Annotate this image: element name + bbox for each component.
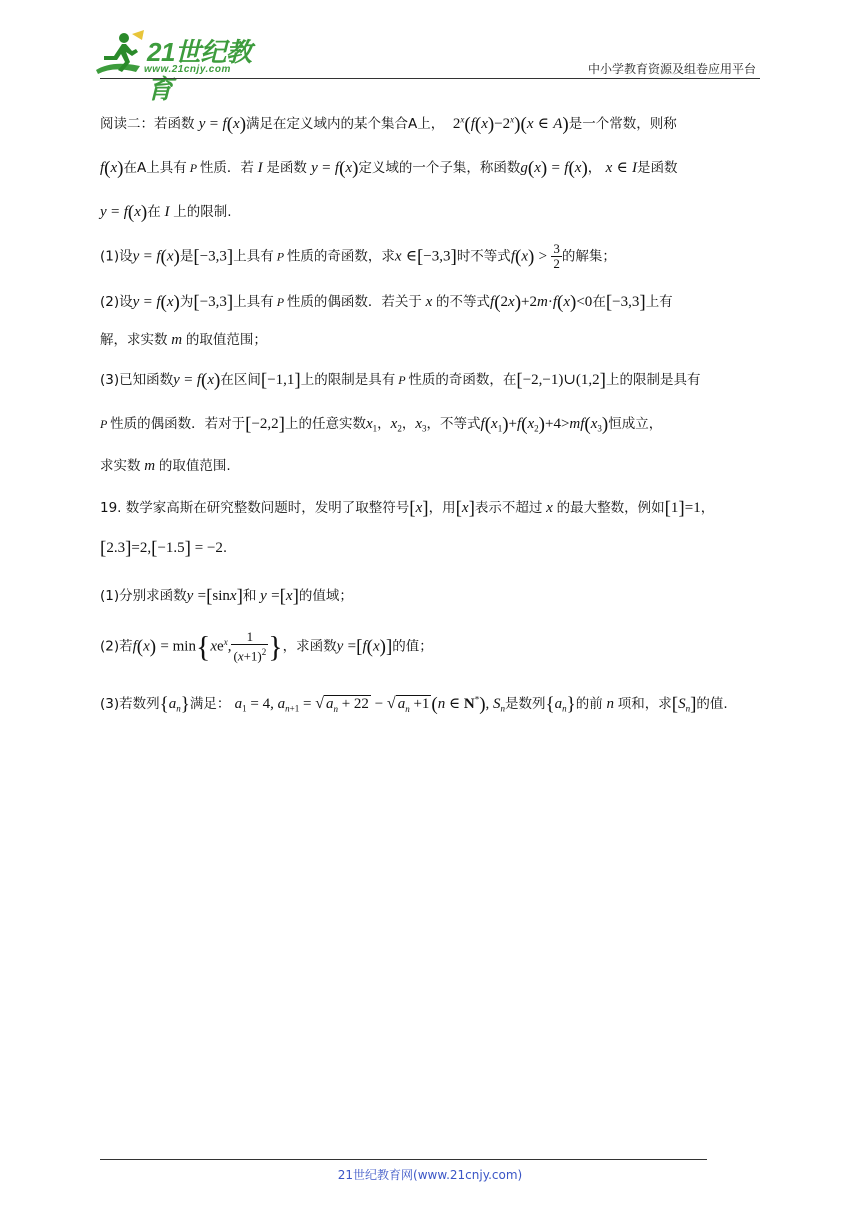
text-span: ， <box>700 500 715 516</box>
text-span: 的值. <box>696 696 728 712</box>
text-span: 上的任意实数 <box>285 416 366 432</box>
text-span: 19. 数学家高斯在研究整数问题时，发明了取整符号 <box>100 500 410 516</box>
text-span: 求实数 <box>100 458 141 474</box>
text-span: 表示不超过 <box>474 500 543 516</box>
text-span: 恒成立， <box>608 416 663 432</box>
text-span: 上的限制. <box>173 204 232 220</box>
text-span: 是函数 <box>636 160 678 176</box>
text-span: 阅读二：若函数 <box>100 116 195 132</box>
question-2-line-2: 解，求实数 m 的取值范围； <box>100 332 267 348</box>
question-3-line-3: 求实数 m 的取值范围. <box>100 458 231 474</box>
text-span: 在A上具有 <box>123 160 187 176</box>
text-span: ，不等式 <box>426 416 481 432</box>
text-span: ，求函数 <box>282 638 337 655</box>
text-span: (1)设 <box>100 248 133 265</box>
text-span: 项和，求 <box>617 696 672 712</box>
text-span: (3)若数列 <box>100 696 160 712</box>
problem-19-line-1: 19. 数学家高斯在研究整数问题时，发明了取整符号[x]，用[x]表示不超过 x 的最大整数，例如[1]=1， <box>100 498 715 519</box>
text-span: 满足： <box>189 696 231 712</box>
text-span: (2)设 <box>100 294 133 310</box>
question-3-line-2: P 性质的偶函数．若对于[−2,2]上的任意实数$x_1$，$x_2$，$x_3$，不等式$f(x_1)+f(x_2)+4>mf(x_3)$恒成立， <box>100 414 663 435</box>
text-span: 满足在定义域内的某个集合A上， <box>246 116 445 132</box>
footer-divider <box>100 1159 707 1160</box>
text-span: 的最大整数，例如 <box>556 500 665 516</box>
text-span: 性质．若 <box>199 160 254 176</box>
subquestion-1: (1)分别求函数y =[sinx]和 y =[x]的值域； <box>100 586 353 607</box>
question-1: (1)设y = f(x)是[−3,3]上具有 P 性质的奇函数，求x ∈[−3,3]时不等式f(x) > $\frac{3}{2}$ 的解集； <box>100 241 616 271</box>
text-span: 和 <box>242 588 257 604</box>
text-span: 的取值范围. <box>158 458 231 474</box>
text-span: 为 <box>179 294 194 310</box>
text-span: 解，求实数 <box>100 332 168 348</box>
text-span: 性质的奇函数，求 <box>286 248 395 265</box>
text-span: 的取值范围； <box>185 332 267 348</box>
text-span: (3)已知函数 <box>100 372 174 388</box>
header-tagline: 中小学教育资源及组卷应用平台 <box>587 62 756 76</box>
text-span: . <box>222 540 228 556</box>
text-span: 上具有 <box>233 248 274 265</box>
text-span: 是一个常数，则称 <box>568 116 677 132</box>
text-span: 上的限制是具有 <box>606 372 701 388</box>
text-span: 定义域的一个子集，称函数 <box>358 160 521 176</box>
text-span: 是 <box>179 248 194 265</box>
problem-19-line-2: [2.3]=2,[−1.5] = −2. <box>100 538 228 559</box>
text-span: 时不等式 <box>456 248 511 265</box>
subquestion-2: (2)若$f(x) = \min\{xe^x$, $\frac{1}{(x+1)^2}$ }，求函数y =[f(x)]的值； <box>100 629 433 664</box>
text-span: (2)若 <box>100 638 133 655</box>
text-span: 在 <box>592 294 606 310</box>
reading-line-1: 阅读二：若函数 y = f(x)满足在定义域内的某个集合A上， $2^x(f(x)-2^x)(x$ ∈ A)是一个常数，则称 <box>100 114 677 135</box>
text-span: 的不等式 <box>436 294 491 310</box>
text-span: 是数列 <box>505 696 546 712</box>
logo <box>92 30 262 104</box>
question-3-line-1: (3)已知函数y = f(x)在区间[−1,1]上的限制是具有 P 性质的奇函数，在[−2,−1)∪(1,2]上的限制是具有 <box>100 370 701 391</box>
text-span: 性质的偶函数．若对于 <box>110 416 246 432</box>
text-span: 性质的奇函数，在 <box>408 372 517 388</box>
header-divider <box>100 78 760 79</box>
text-span: 性质的偶函数．若关于 <box>286 294 422 310</box>
logo-text: 21世纪教育 <box>147 37 252 104</box>
logo-url: www.21cnjy.com <box>144 64 231 75</box>
text-span: 上具有 <box>233 294 274 310</box>
text-span: ，用 <box>428 500 456 516</box>
reading-line-2: f(x)在A上具有 P 性质．若 I 是函数 y = f(x)定义域的一个子集，称函数g(x) = f(x)， x ∈ I是函数 <box>100 158 678 179</box>
text-span: 的值域； <box>298 588 353 604</box>
subquestion-3: (3)若数列$\{a_n\}$满足： $a_1 = 4$, $a_{n+1}$ = √ $a_n + 22$ − √ $a_n +1$ (n ∈ N*), $S_n$是数列$\{a_n\}$的前 n 项和，求$[S_n]$的值. <box>100 694 728 715</box>
text-span: 在区间 <box>220 372 261 388</box>
question-2-line-1: (2)设y = f(x)为[−3,3]上具有 P 性质的偶函数．若关于 x 的不等式f(2x)+2m·f(x)<0在[−3,3]上有 <box>100 292 673 313</box>
text-span: 的值； <box>392 638 433 655</box>
text-span: 的解集； <box>561 248 616 265</box>
page-header <box>0 0 860 104</box>
reading-line-3: y = f(x)在 I 上的限制. <box>100 202 232 223</box>
footer-link[interactable]: 21世纪教育网(www.21cnjy.com) <box>337 1168 523 1182</box>
text-span: 上的限制是具有 <box>300 372 396 388</box>
runner-logo-icon <box>92 30 148 78</box>
text-span: 上有 <box>645 294 673 310</box>
text-span: 的前 <box>575 696 603 712</box>
text-span: 是函数 <box>266 160 307 176</box>
text-span: (1)分别求函数 <box>100 588 187 604</box>
